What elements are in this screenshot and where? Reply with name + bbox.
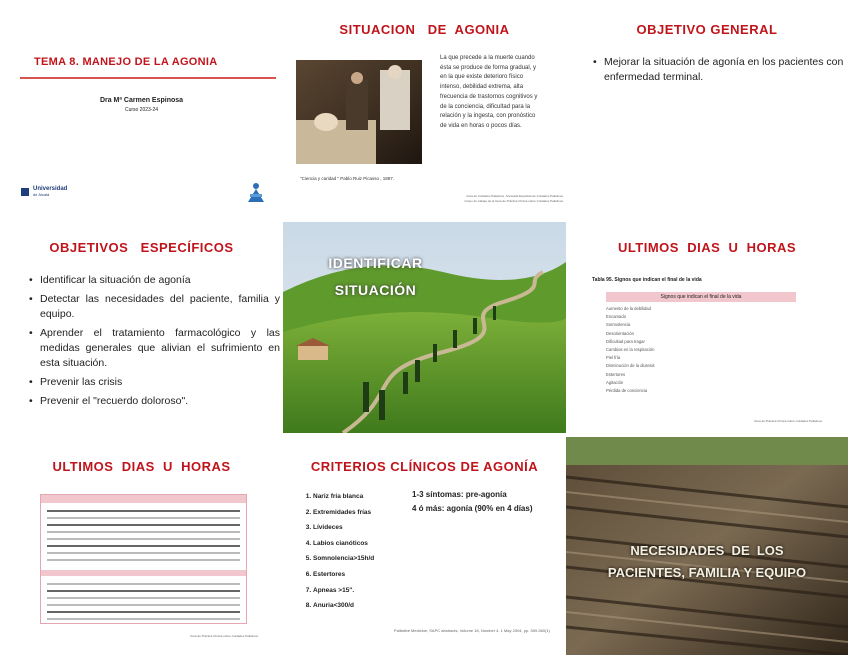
table-row: Agitación [606, 379, 624, 385]
criterio-item: 6. Estertores [313, 567, 374, 583]
table-row: Piel fría [606, 355, 621, 361]
slide8-footer: Palliative Medicine; SAPC abstracts, Volume 18, Number 4, 1 May 2004, pp. 359-360(1) [393, 628, 550, 633]
table-row: Aumento de la debilidad [606, 306, 651, 311]
slide1-title: TEMA 8. MANEJO DE LA AGONIA [34, 56, 218, 68]
table-caption: Tabla 95. Signos que indican el final de la vida [592, 277, 702, 283]
table-row: Somnolencia [606, 322, 631, 328]
slide6-footer: Guía de Práctica Clínica sobre Cuidados Paliativos [754, 419, 822, 423]
objetivo-item: • Aprender el tratamiento farmacológico y las medidas generales que alivian el sufrimiento en esta situación. [40, 326, 280, 371]
criterio-item: 5. Somnolencia>15h/d [313, 551, 374, 567]
identificar-line1: IDENTIFICAR [328, 255, 423, 271]
criterio-item: 2. Extremidades frías [313, 505, 374, 521]
slide-necesidades[interactable] [566, 437, 848, 655]
objetivo-general-list [592, 55, 848, 89]
slide-criterios-clinicos[interactable] [283, 437, 566, 655]
slide-ultimos-dias-2[interactable] [0, 437, 283, 655]
slide2-footer-1: Guía de Cuidados Paliativos. Sociedad Española de Cuidados Paliativos [466, 194, 563, 198]
necesidades-line2: PACIENTES, FAMILIA Y EQUIPO [607, 565, 807, 580]
slide-identificar-situacion[interactable] [283, 222, 566, 433]
criterio-note-2: 4 ó más: agonía (90% en 4 días) [412, 504, 533, 513]
slide-objetivo-general[interactable] [566, 0, 848, 215]
slide-tema-8[interactable] [0, 0, 283, 215]
table-row: Desorientación [606, 330, 634, 336]
criterio-item: 4. Labios cianóticos [313, 536, 374, 552]
objetivos-especificos-list [28, 273, 280, 413]
signos-table [606, 305, 796, 395]
table-row: Cambios en la respiración [606, 347, 655, 353]
agonia-definition: La que precede a la muerte cuando ésta se produce de forma gradual, y en la que existe deterioro físico intenso, debilidad extrema, alta frecuencia de trastornos cognitivos y de la conciencia, dificultad para la relación y la ingesta, con pronóstico de vida en horas o pocos días. [440, 55, 538, 129]
author-name: Dra Mª Carmen Espinosa [99, 97, 184, 104]
dense-table-image [40, 494, 247, 624]
slide1-title-underline [20, 77, 276, 79]
slide-situacion-agonia[interactable] [283, 0, 566, 215]
criterio-item: 8. Anuria<300/d [313, 598, 374, 614]
slide-ultimos-dias-1[interactable] [566, 218, 848, 433]
tuscany-landscape-photo [283, 222, 566, 433]
criterio-item: 7. Apneas >15". [313, 583, 374, 599]
university-crest-icon [21, 188, 29, 196]
table-row: Encamado [606, 314, 627, 320]
slide2-title: SITUACION DE AGONIA [339, 22, 510, 37]
criterios-list [297, 489, 374, 614]
objetivo-item: • Identificar la situación de agonía [40, 273, 280, 288]
university-logo [21, 186, 67, 197]
table-row: Estertores [606, 371, 626, 377]
slide6-title: ULTIMOS DIAS U HORAS [617, 240, 797, 255]
slide2-footer-2: Grupo de trabajo de la Guía de Práctica Clínica sobre Cuidados Paliativos [464, 199, 563, 203]
necesidades-line1: NECESIDADES DE LOS [630, 543, 784, 558]
objetivo-item: • Detectar las necesidades del paciente, familia y equipo. [40, 292, 280, 322]
table-header: Signos que indican el final de la vida [606, 292, 796, 302]
table-row: Pérdida de conciencia [606, 388, 648, 394]
objetivo-general-item: • Mejorar la situación de agonía en los pacientes con enfermedad terminal. [604, 55, 848, 85]
ciencia-y-caridad-painting [296, 60, 422, 164]
slide7-footer: Guía de Práctica Clínica sobre Cuidados Paliativos [190, 634, 258, 638]
slide7-title: ULTIMOS DIAS U HORAS [52, 459, 231, 474]
objetivo-item: • Prevenir las crisis [40, 375, 280, 390]
university-subname: de Alcalá [33, 192, 50, 197]
university-name: Universidad [33, 186, 68, 192]
identificar-line2: SITUACIÓN [334, 282, 417, 298]
criterio-item: 1. Nariz fría blanca [313, 489, 374, 505]
course-year: Curso 2023-24 [124, 107, 159, 113]
slide4-title: OBJETIVOS ESPECÍFICOS [49, 240, 234, 255]
slide-objetivos-especificos[interactable] [0, 218, 283, 433]
objetivo-item: • Prevenir el "recuerdo doloroso". [40, 394, 280, 409]
criterio-item: 3. Lívideces [313, 520, 374, 536]
table-row: Dificultad para tragar [606, 338, 645, 344]
slide8-title: CRITERIOS CLÍNICOS DE AGONÍA [310, 459, 539, 474]
criterio-note-1: 1-3 síntomas: pre-agonía [412, 490, 507, 499]
seal-icon [245, 180, 267, 204]
painting-caption: "Ciencia y caridad " Pablo Ruiz Picasso , 1897. [300, 176, 394, 181]
table-row: Disminución de la diuresis [606, 363, 655, 369]
slide3-title: OBJETIVO GENERAL [636, 22, 778, 37]
